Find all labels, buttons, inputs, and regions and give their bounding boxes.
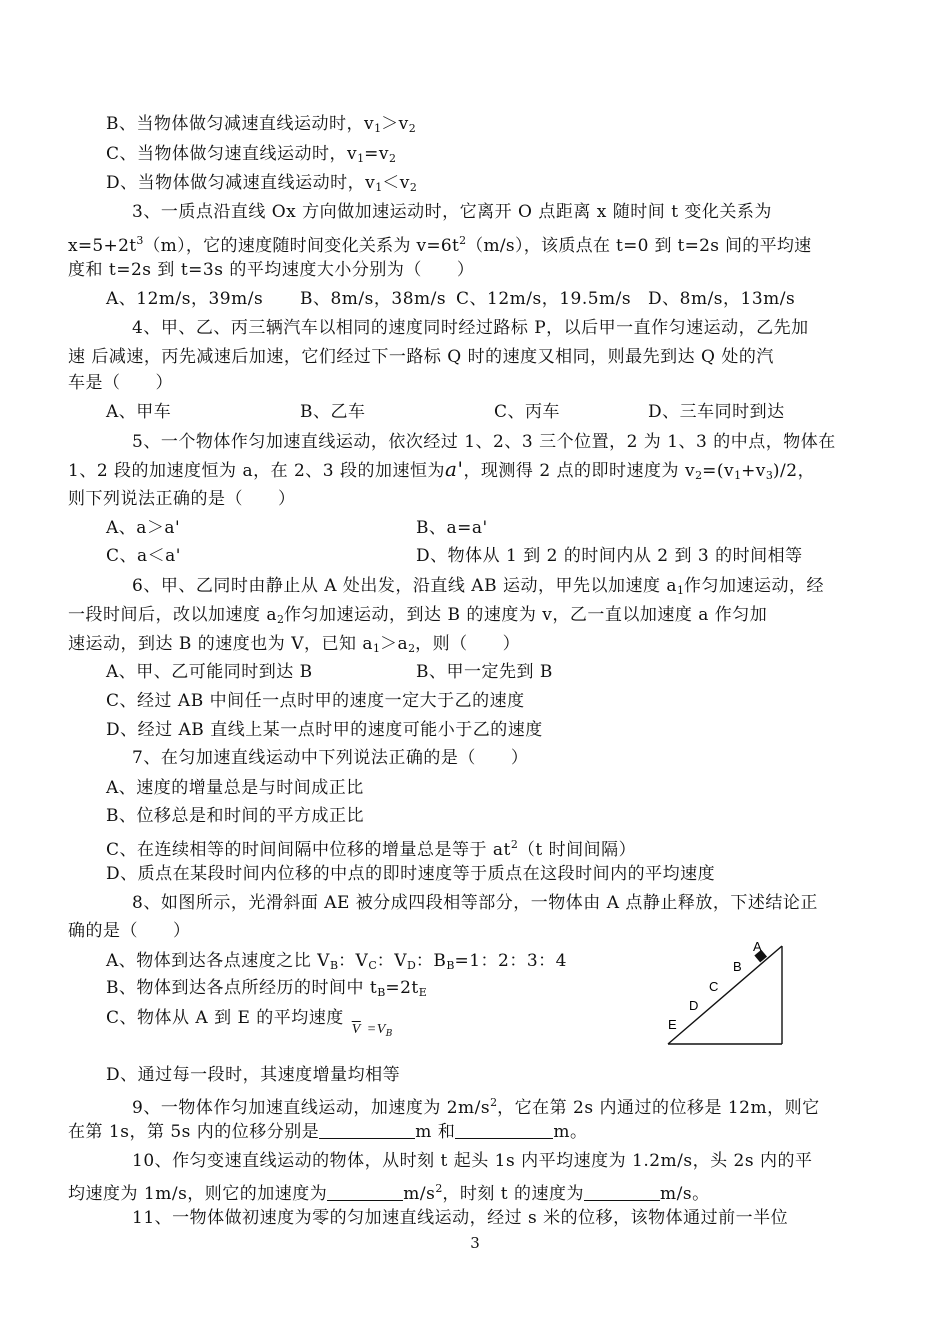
q10-blank-2[interactable] <box>584 1184 660 1201</box>
q5-stem-line1: 5、一个物体作匀加速直线运动，依次经过 1、2、3 三个位置，2 为 1、3 的中点，物体在 <box>132 432 836 452</box>
q10-blank-1[interactable] <box>327 1184 403 1201</box>
q3-stem-line2: $x=5+2t^3(m)$，它的速度随时间变化关系为 $v=6t^2(m/s)$，该质点在 t=0 到 t=2s 间的平均速 <box>68 234 812 256</box>
q5-option-d: D、物体从 1 到 2 的时间内从 2 到 3 的时间相等 <box>416 546 803 566</box>
q6-option-c: C、经过 AB 中间任一点时甲的速度一定大于乙的速度 <box>106 691 525 711</box>
q2-option-b: B、当物体做匀减速直线运动时，$v_1>v_2$ <box>106 114 416 135</box>
q8-stem-line1: 8、如图所示，光滑斜面 AE 被分成四段相等部分，一物体由 A 点静止释放，下述结论正 <box>132 893 818 913</box>
q6-stem-line1: 6、甲、乙同时由静止从 A 处出发，沿直线 AB 运动，甲先以加速度 $a_1$作匀加速运动，经 <box>132 576 825 597</box>
q6-stem-line3: 速运动，到达 B 的速度也为 V，已知 $a_1>a_2$，则（ ） <box>68 634 521 655</box>
q4-stem-line1: 4、甲、乙、丙三辆汽车以相同的速度同时经过路标 P，以后甲一直作匀速运动，乙先加 <box>132 318 809 338</box>
q4-stem-line3: 车是（ ） <box>68 373 173 393</box>
q2-option-c: C、当物体做匀速直线运动时，$v_1=v_2$ <box>106 144 396 165</box>
q3-option-c: C、12m/s，19.5m/s <box>456 289 632 309</box>
label-c: C <box>709 979 719 994</box>
q8-option-b: B、物体到达各点所经历的时间中 $t_B=2t_E$ <box>106 978 427 999</box>
q6-option-a: A、甲、乙可能同时到达 B <box>106 662 313 682</box>
q4-option-d: D、三车同时到达 <box>648 402 785 422</box>
q5-option-a: A、a＞a' <box>106 518 181 538</box>
q6-option-d: D、经过 AB 直线上某一点时甲的速度可能小于乙的速度 <box>106 720 543 740</box>
q5-option-b: B、a=a' <box>416 518 488 538</box>
q7-stem: 7、在匀加速直线运动中下列说法正确的是（ ） <box>132 748 529 768</box>
q3-option-d: D、8m/s，13m/s <box>648 289 796 309</box>
q11-stem-line1: 11、一物体做初速度为零的匀加速直线运动，经过 s 米的位移，该物体通过前一半位 <box>132 1208 789 1228</box>
q4-stem-line2: 速 后减速，丙先减速后加速，它们经过下一路标 Q 时的速度又相同，则最先到达 Q 处的汽 <box>68 347 774 367</box>
q9-stem-line1: 9、一物体作匀加速直线运动，加速度为 $2m/s^2$，它在第 2s 内通过的位移是 12m，则它 <box>132 1096 820 1118</box>
q3-option-b: B、8m/s，38m/s <box>300 289 447 309</box>
q9-blank-2[interactable] <box>455 1122 553 1139</box>
q7-option-b: B、位移总是和时间的平方成正比 <box>106 806 364 826</box>
q5-option-c: C、a＜a' <box>106 546 181 566</box>
q4-option-c: C、丙车 <box>494 402 561 422</box>
q2-option-d: D、当物体做匀减速直线运动时，$v_1<v_2$ <box>106 173 417 194</box>
q5-stem-line2: 1、2 段的加速度恒为 a，在 2、3 段的加速恒为a'，现测得 2 点的即时速度为 $v_2=(v_1+v_3)/2$， <box>68 457 816 482</box>
label-b: B <box>733 959 742 974</box>
q9-stem-line2: 在第 1s，第 5s 内的位移分别是 m 和 m。 <box>68 1122 588 1142</box>
q8-stem-line2: 确的是（ ） <box>68 921 191 941</box>
q7-option-c: C、在连续相等的时间间隔中位移的增量总是等于 $at^2(t$ 时间间隔） <box>106 838 637 860</box>
label-e: E <box>668 1017 677 1032</box>
q3-option-a: A、12m/s，39m/s <box>106 289 264 309</box>
q4-option-b: B、乙车 <box>300 402 366 422</box>
q10-stem-line2: 均速度为 1m/s，则它的加速度为 $m/s^2$，时刻 t 的速度为 m/s。 <box>68 1182 710 1204</box>
q8-option-c: C、物体从 A 到 E 的平均速度 $\overline{V} =V_B$ <box>106 1007 392 1035</box>
q5-stem-line3: 则下列说法正确的是（ ） <box>68 489 296 509</box>
page-number: 3 <box>470 1234 480 1252</box>
q6-option-b: B、甲一定先到 B <box>416 662 553 682</box>
q8-option-d: D、通过每一段时，其速度增量均相等 <box>106 1065 401 1085</box>
q6-stem-line2: 一段时间后，改以加速度 $a_2$作匀加速运动，到达 B 的速度为 v，乙一直以加速度 a 作匀加 <box>68 605 768 626</box>
average-velocity-formula: $\overline{V} =V_B$ <box>351 1022 393 1039</box>
label-d: D <box>689 998 699 1013</box>
q9-blank-1[interactable] <box>319 1122 415 1139</box>
a-prime-symbol: a' <box>445 457 464 481</box>
q3-stem-line1: 3、一质点沿直线 Ox 方向做加速运动时，它离开 O 点距离 x 随时间 t 变化关系为 <box>132 202 772 222</box>
incline-slope <box>668 946 782 1044</box>
q3-stem-line3: 度和 t=2s 到 t=3s 的平均速度大小分别为（ ） <box>68 260 475 280</box>
q7-option-a: A、速度的增量总是与时间成正比 <box>106 778 364 798</box>
q7-option-d: D、质点在某段时间内位移的中点的即时速度等于质点在这段时间内的平均速度 <box>106 864 716 884</box>
q4-option-a: A、甲车 <box>106 402 172 422</box>
incline-figure <box>664 938 788 1048</box>
q8-option-a: A、物体到达各点速度之比 $V_B$：$V_C$：$V_D$：$B_B=1$：2：3：4 <box>106 951 567 972</box>
label-a: A <box>753 939 762 954</box>
q10-stem-line1: 10、作匀变速直线运动的物体，从时刻 t 起头 1s 内平均速度为 1.2m/s，头 2s 内的平 <box>132 1151 813 1171</box>
